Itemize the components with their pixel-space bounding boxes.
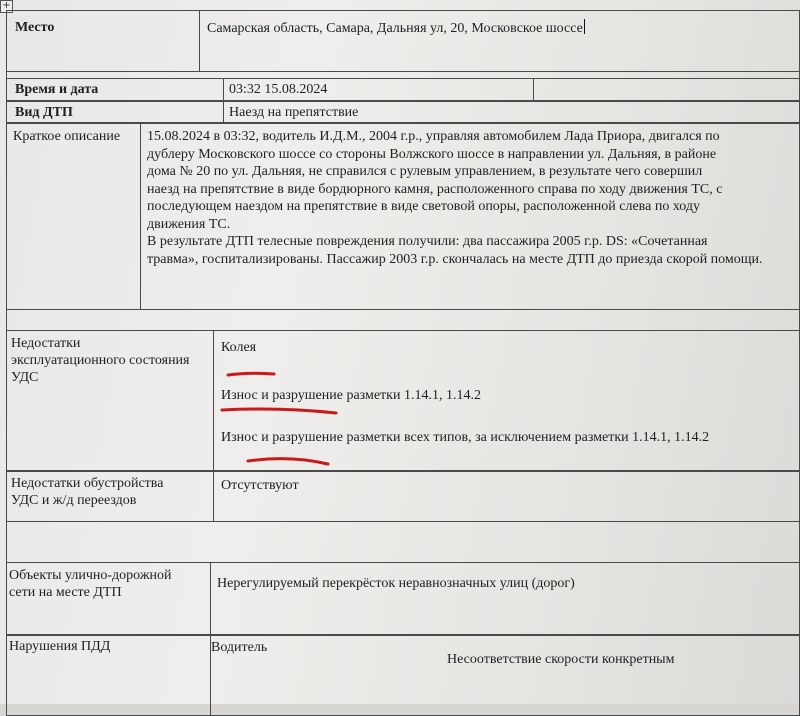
description-text: 15.08.2024 в 03:32, водитель И.Д.М., 2004 г.р., управляя автомобилем Лада Приора, двигался по дублеру Московского шоссе со стороны Волжского шоссе в направлении ул. Дальняя, в районе дома № 20 по ул. Дальняя, не справился с рулевым управлением, в результате чего совершил наезд на препятствие в виде бордюрного камня, расположенного справа по ходу движения ТС, с последующем наездом на препятствие в виде световой опоры, расположенной слева по ходу движения ТС. В результате ДТП телесные повреждения получили: два пассажира 2005 г.р. DS: «Сочетанная травма», госпитализированы. Пассажир 2003 г.р. скончалась на месте ДТП до приезда скорой помощи. [147,129,763,267]
violations-label: Нарушения ПДД [9,639,111,654]
description-label: Краткое описание [13,129,121,144]
violations-text: Несоответствие скорости конкретным [447,652,675,667]
place-label: Место [15,20,55,35]
red-underline-3 [248,459,328,464]
condition-item-rut: Колея [221,340,257,355]
road-objects-label: Объекты улично-дорожной сети на месте ДТП [9,568,172,600]
violations-driver: Водитель [211,640,268,655]
datetime-label: Время и дата [15,82,99,97]
condition-item-marking-wear-all: Износ и разрушение разметки всех типов, за исключением разметки 1.14.1, 1.14.2 [221,430,710,445]
road-equipment-label: Недостатки обустройства УДС и ж/д переездов [11,476,164,508]
datetime-value: 03:32 15.08.2024 [229,82,328,97]
red-underline-2 [222,409,336,413]
condition-item-marking-wear-1: Износ и разрушение разметки 1.14.1, 1.14.2 [221,388,481,403]
table-move-handle-icon[interactable]: + [0,0,13,13]
accident-type-label: Вид ДТП [15,105,73,120]
road-objects-value: Нерегулируемый перекрёсток неравнозначных улиц (дорог) [217,576,575,591]
road-equipment-value: Отсутствуют [221,478,299,493]
red-underline-1 [228,373,274,375]
road-condition-label: Недостатки эксплуатационного состояния УДС [11,336,190,385]
accident-type-value: Наезд на препятствие [229,105,359,120]
place-value[interactable]: Самарская область, Самара, Дальняя ул, 20, Московское шоссе [207,21,583,36]
